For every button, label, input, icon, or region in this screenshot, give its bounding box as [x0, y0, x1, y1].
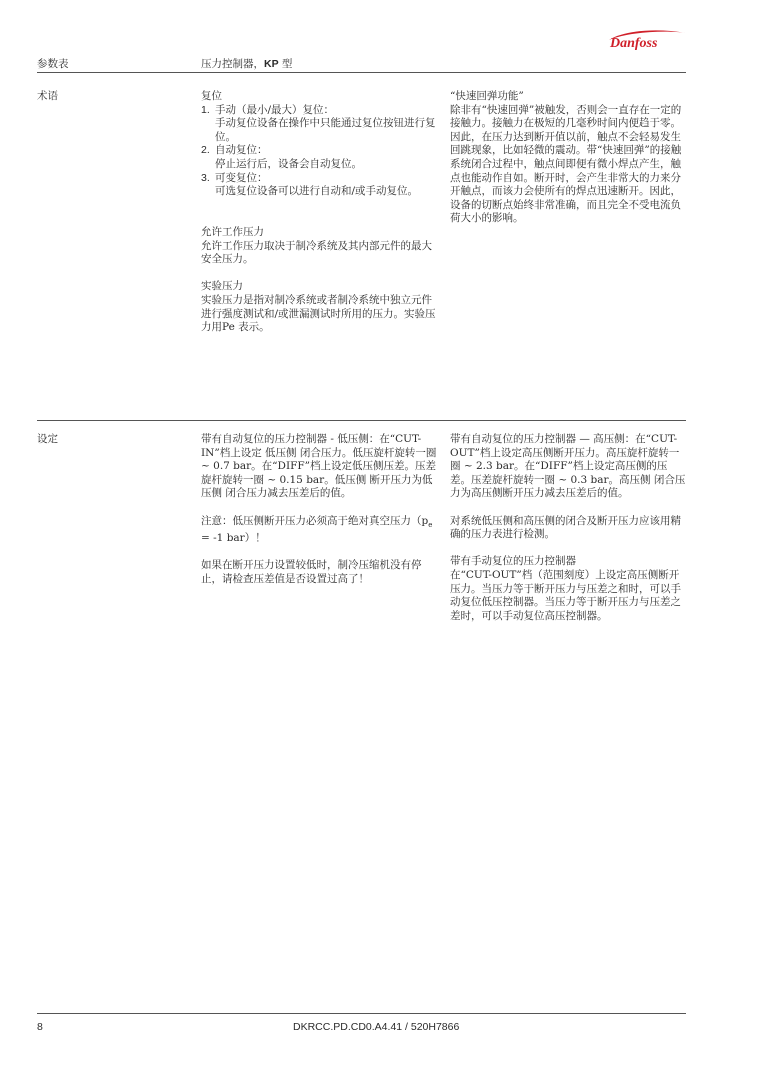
header-rule: [37, 72, 686, 73]
terms-section-label: 术语: [37, 90, 58, 102]
manual-reset-heading: 带有手动复位的压力控制器: [450, 555, 576, 568]
working-pressure-heading: 允许工作压力: [201, 225, 264, 238]
snap-action-heading: “快速回弹功能”: [450, 90, 524, 102]
list-item: 3. 可变复位： 可选复位设备可以进行自动和/或手动复位。: [201, 171, 419, 198]
list-item: 2. 自动复位： 停止运行后，设备会自动复位。: [201, 144, 362, 170]
settings-left-column: [201, 433, 439, 587]
reset-list: [201, 104, 439, 199]
danfoss-logo: [606, 27, 688, 51]
test-pressure-text: 实验压力是指对制冷系统或者制冷系统中独立元件进行强度测试和/或泄漏测试时所用的压力。实验压力用Pe 表示。: [201, 293, 436, 334]
snap-action-text: 除非有“快速回弹”被触发，否则会一直存在一定的接触力。接触力在极短的几毫秒时间内便趋于零。因此，在压力达到断开值以前，触点不会轻易发生回跳现象，比如轻微的震动。带“快速回弹”的接触系统闭合过程中，触点间即便有微小焊点产生，触点也能动作自如。断开时，会产生非常大的力来分开触点，而该力会使所有的焊点迅速断开。因此，设备的切断点始终非常准确，而且完全不受电流负荷大小的影响。: [450, 103, 682, 225]
working-pressure-text: 允许工作压力取决于制冷系统及其内部元件的最大安全压力。: [201, 239, 432, 266]
terms-right-column: [450, 90, 688, 226]
page-title: 压力控制器，KP 型: [201, 58, 293, 70]
terms-left-column: [201, 90, 439, 335]
settings-right-column: [450, 433, 688, 623]
page-number: 8: [37, 1021, 43, 1033]
gauge-check-text: 对系统低压侧和高压侧的闭合及断开压力应该用精确的压力表进行检测。: [450, 514, 681, 541]
list-item: 1. 手动（最小/最大）复位： 手动复位设备在操作中只能通过复位按钮进行复位。: [201, 103, 436, 143]
test-pressure-heading: 实验压力: [201, 280, 243, 293]
warning-text: 如果在断开压力设置较低时，制冷压缩机没有停止，请检查压差值是否设置过高了！: [201, 559, 422, 586]
svg-text:Danfoss: Danfoss: [610, 36, 658, 51]
reset-heading: 复位: [201, 90, 222, 102]
high-pressure-auto-reset-text: 带有自动复位的压力控制器 — 高压侧：在“CUT-OUT”档上设定高压侧断开压力。高压旋杆旋转一圈 ~ 2.3 bar。在“DIFF”档上设定高压侧的压差。压差旋杆旋转一圈 ~ 0.3 bar。高压侧 闭合压力为高压侧断开压力减去压差后的值。: [450, 433, 686, 500]
manual-reset-text: 在“CUT-OUT”档（范围刻度）上设定高压侧断开压力。当压力等于断开压力与压差之和时，可以手动复位低压控制器。当压力等于断开压力与压差之差时，可以手动复位高压控制器。: [450, 568, 681, 622]
header-left-label: 参数表: [37, 58, 69, 70]
footer-rule: [37, 1013, 686, 1014]
section-rule: [37, 420, 686, 421]
document-code: DKRCC.PD.CD0.A4.41 / 520H7866: [293, 1021, 460, 1033]
settings-section-label: 设定: [37, 433, 58, 445]
low-pressure-auto-reset-text: 带有自动复位的压力控制器 - 低压侧：在“CUT-IN”档上设定 低压侧 闭合压力。低压旋杆旋转一圈 ~ 0.7 bar。在“DIFF”档上设定低压侧压差。压差旋杆旋转一圈 ~ 0.15 bar。低压侧 断开压力为低压侧 闭合压力减去压差后的值。: [201, 433, 437, 500]
note-text: 注意：低压侧断开压力必须高于绝对真空压力（$p_e = -1$ bar）！: [201, 514, 433, 545]
